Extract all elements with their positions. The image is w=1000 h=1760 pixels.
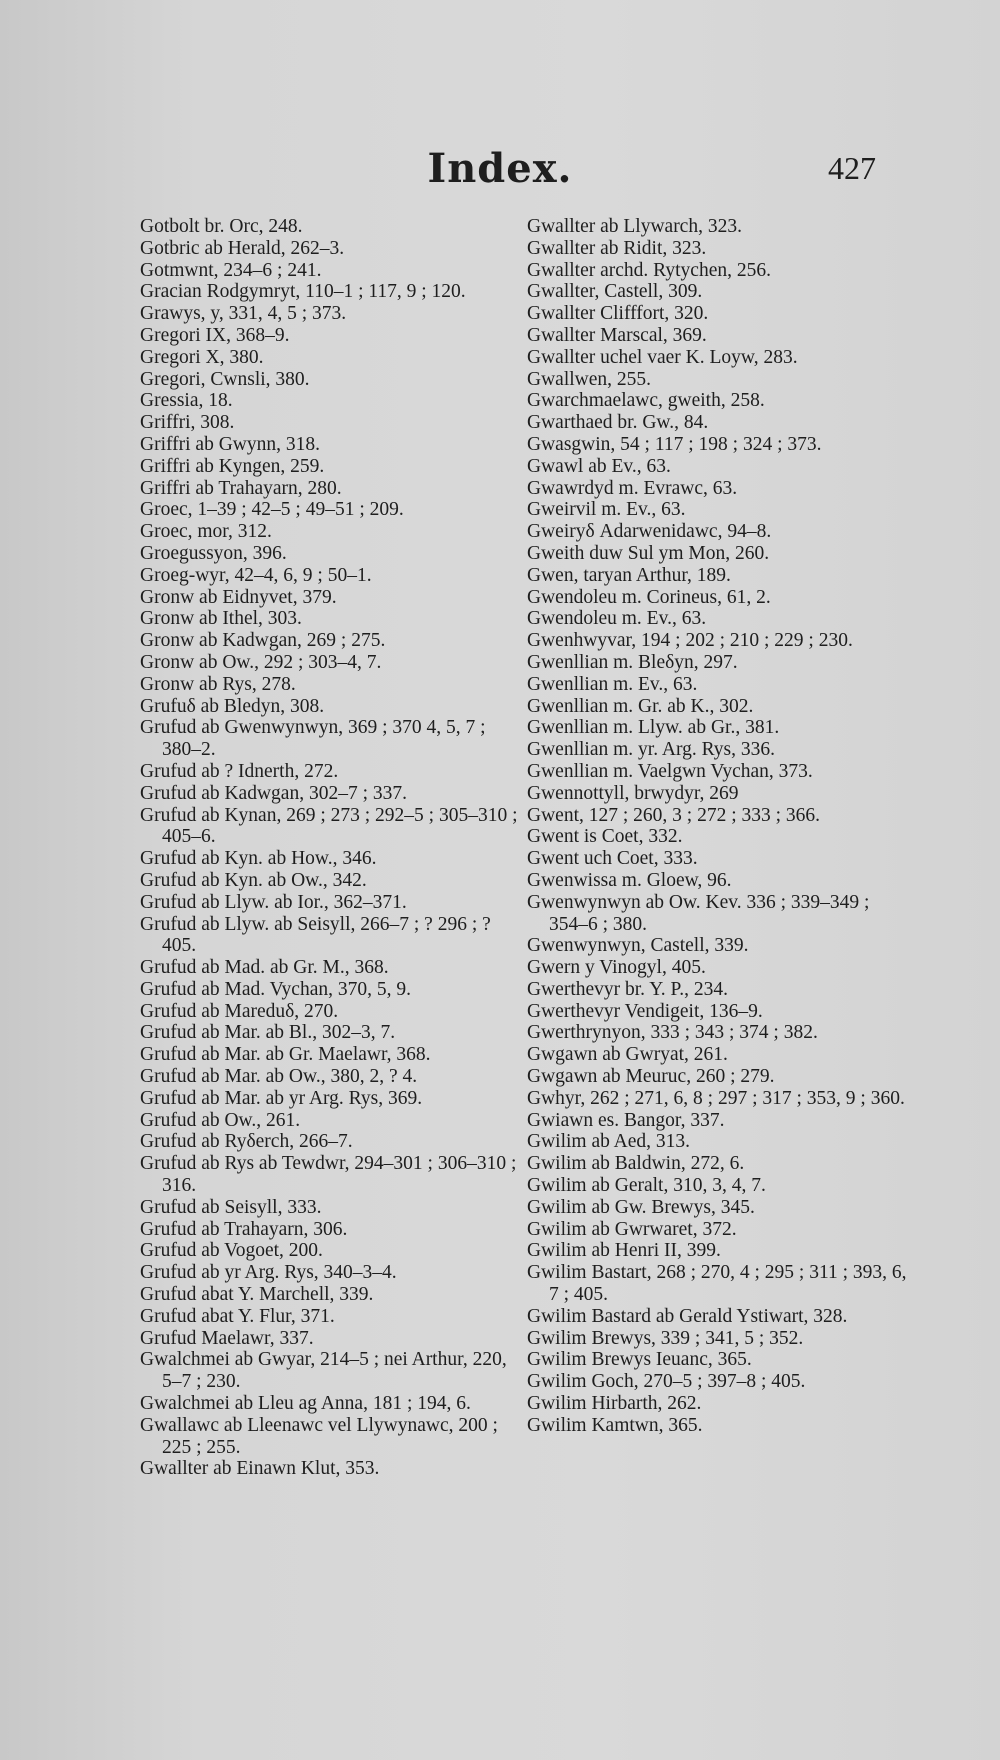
index-entry: Gwilim ab Henri II, 399. — [527, 1240, 721, 1262]
index-entry: Griffri ab Kyngen, 259. — [140, 455, 325, 477]
index-entry: Gwerthevyr Vendigeit, 136–9. — [527, 1000, 763, 1022]
index-entry: Groec, 1–39 ; 42–5 ; 49–51 ; 209. — [140, 499, 404, 521]
index-entry: Grufud abat Y. Flur, 371. — [140, 1305, 335, 1327]
index-entry: Grufud ab Mar. ab Gr. Maelawr, 368. — [140, 1044, 431, 1066]
index-entry: Gwern y Vinogyl, 405. — [527, 957, 706, 979]
index-entry: Grufud ab Mar. ab Bl., 302–3, 7. — [140, 1022, 396, 1044]
index-entry: Griffri ab Trahayarn, 280. — [140, 477, 342, 499]
index-entry: Gwilim Brewys Ieuanc, 365. — [527, 1349, 752, 1371]
index-entry: Gwilim Bastart, 268 ; 270, 4 ; 295 ; 311 ; 393, 6, 7 ; 405. — [527, 1262, 907, 1306]
index-entry: Gwalchmei ab Lleu ag Anna, 181 ; 194, 6. — [140, 1393, 471, 1415]
index-entry: Grufud ab Mad. ab Gr. M., 368. — [140, 957, 389, 979]
index-entry: Gweith duw Sul ym Mon, 260. — [527, 542, 770, 564]
index-entry: Gwilim ab Gwrwaret, 372. — [527, 1218, 737, 1240]
index-entry: Gwhyr, 262 ; 271, 6, 8 ; 297 ; 317 ; 353, 9 ; 360. — [527, 1087, 905, 1109]
index-entry: Gwenwissa m. Gloew, 96. — [527, 869, 732, 891]
index-entry: Gwasgwin, 54 ; 117 ; 198 ; 324 ; 373. — [527, 433, 822, 455]
index-entry: Gwgawn ab Meuruc, 260 ; 279. — [527, 1066, 775, 1088]
index-entry: Gregori IX, 368–9. — [140, 324, 290, 346]
index-entry: Gwallter ab Einawn Klut, 353. — [140, 1458, 380, 1480]
index-entry: Grufud ab Llyw. ab Ior., 362–371. — [140, 891, 407, 913]
index-entry: Gwilim Goch, 270–5 ; 397–8 ; 405. — [527, 1371, 806, 1393]
index-entry: Grufud ab Kynan, 269 ; 273 ; 292–5 ; 305–310 ; 405–6. — [140, 804, 518, 848]
index-entry: Grufud ab Gwenwynwyn, 369 ; 370 4, 5, 7 ; 380–2. — [140, 717, 486, 761]
index-entry: Gwent, 127 ; 260, 3 ; 272 ; 333 ; 366. — [527, 804, 821, 826]
index-entry: Gwilim Bastard ab Gerald Ystiwart, 328. — [527, 1305, 848, 1327]
index-entry: Groeg-wyr, 42–4, 6, 9 ; 50–1. — [140, 564, 372, 586]
index-entry: Gwilim ab Aed, 313. — [527, 1131, 691, 1153]
index-entry: Gwilim Brewys, 339 ; 341, 5 ; 352. — [527, 1327, 804, 1349]
index-entry: Gwawrdyd m. Evrawc, 63. — [527, 477, 738, 499]
index-entry: Grufud ab Ow., 261. — [140, 1109, 301, 1131]
index-entry: Grufuδ ab Bledyn, 308. — [140, 695, 325, 717]
index-entry: Grufud ab Mar. ab yr Arg. Rys, 369. — [140, 1087, 423, 1109]
index-entry: Groec, mor, 312. — [140, 521, 272, 543]
index-entry: Grufud ab Ryδerch, 266–7. — [140, 1131, 353, 1153]
index-entry: Grufud ab Mar. ab Ow., 380, 2, ? 4. — [140, 1066, 418, 1088]
index-entry: Grufud ab Kyn. ab How., 346. — [140, 848, 377, 870]
index-entry: Gwen, taryan Arthur, 189. — [527, 564, 731, 586]
index-entry: Gwallter Clifffort, 320. — [527, 303, 709, 325]
index-entry: Gwilim ab Geralt, 310, 3, 4, 7. — [527, 1175, 766, 1197]
index-entry: Grufud ab Llyw. ab Seisyll, 266–7 ; ? 296 ; ? 405. — [140, 913, 491, 957]
index-entry: Gwilim Hirbarth, 262. — [527, 1393, 702, 1415]
index-entry: Grufud ab Kadwgan, 302–7 ; 337. — [140, 782, 407, 804]
index-entry: Grufud abat Y. Marchell, 339. — [140, 1284, 374, 1306]
index-entry: Griffri, 308. — [140, 412, 235, 434]
index-entry: Gwenhwyvar, 194 ; 202 ; 210 ; 229 ; 230. — [527, 630, 853, 652]
index-entry: Grufud Maelawr, 337. — [140, 1327, 314, 1349]
index-entry: Grufud ab ? Idnerth, 272. — [140, 760, 339, 782]
index-entry: Gwiawn es. Bangor, 337. — [527, 1109, 725, 1131]
index-entry: Gronw ab Kadwgan, 269 ; 275. — [140, 630, 386, 652]
index-entry: Grawys, y, 331, 4, 5 ; 373. — [140, 303, 347, 325]
index-entry: Gwendoleu m. Corineus, 61, 2. — [527, 586, 771, 608]
index-entry: Gwallwen, 255. — [527, 368, 652, 390]
index-entry: Grufud ab Kyn. ab Ow., 342. — [140, 869, 367, 891]
index-entry: Gweiryδ Adarwenidawc, 94–8. — [527, 521, 772, 543]
index-entry: Grufud ab Rys ab Tewdwr, 294–301 ; 306–310 ; 316. — [140, 1153, 517, 1197]
index-entry: Gwilim Kamtwn, 365. — [527, 1414, 703, 1436]
index-entry: Grufud ab Mareduδ, 270. — [140, 1000, 339, 1022]
index-entry: Gwenllian m. Bleδyn, 297. — [527, 651, 738, 673]
index-entry: Gwenllian m. Gr. ab K., 302. — [527, 695, 754, 717]
index-entry: Grufud ab yr Arg. Rys, 340–3–4. — [140, 1262, 397, 1284]
index-entry: Gwenllian m. Ev., 63. — [527, 673, 698, 695]
index-entry: Gwenllian m. Llyw. ab Gr., 381. — [527, 717, 780, 739]
index-column-right — [527, 216, 907, 1437]
index-entry: Grufud ab Trahayarn, 306. — [140, 1218, 348, 1240]
index-entry: Gwallter ab Llywarch, 323. — [527, 216, 742, 237]
index-entry: Gronw ab Ow., 292 ; 303–4, 7. — [140, 651, 382, 673]
index-entry: Gwilim ab Gw. Brewys, 345. — [527, 1196, 755, 1218]
index-entry: Gwent uch Coet, 333. — [527, 848, 698, 870]
index-entry: Gwennottyll, brwydyr, 269 — [527, 782, 739, 804]
index-entry: Gwenwynwyn, Castell, 339. — [527, 935, 749, 957]
index-entry: Gracian Rodgymryt, 110–1 ; 117, 9 ; 120. — [140, 281, 466, 303]
index-entry: Gregori, Cwnsli, 380. — [140, 368, 310, 390]
index-entry: Gwerthrynyon, 333 ; 343 ; 374 ; 382. — [527, 1022, 818, 1044]
index-entry: Gronw ab Rys, 278. — [140, 673, 296, 695]
index-entry: Gwallawc ab Lleenawc vel Llywynawc, 200 ; 225 ; 255. — [140, 1414, 498, 1458]
index-entry: Gwawl ab Ev., 63. — [527, 455, 671, 477]
index-entry: Gwallter archd. Rytychen, 256. — [527, 259, 771, 281]
index-entry: Groegussyon, 396. — [140, 542, 287, 564]
index-entry: Gwarthaed br. Gw., 84. — [527, 412, 709, 434]
index-entry: Gwarchmaelawc, gweith, 258. — [527, 390, 765, 412]
index-entry: Gwenllian m. Vaelgwn Vychan, 373. — [527, 760, 813, 782]
index-entry: Grufud ab Seisyll, 333. — [140, 1196, 322, 1218]
index-entry: Gwgawn ab Gwryat, 261. — [527, 1044, 728, 1066]
index-entry: Griffri ab Gwynn, 318. — [140, 433, 320, 455]
index-entry: Gotbolt br. Orc, 248. — [140, 216, 303, 237]
index-entry: Gronw ab Eidnyvet, 379. — [140, 586, 337, 608]
index-entry: Gwalchmei ab Gwyar, 214–5 ; nei Arthur, 220, 5–7 ; 230. — [140, 1349, 507, 1393]
index-entry: Gwallter, Castell, 309. — [527, 281, 703, 303]
index-entry: Gwallter ab Ridit, 323. — [527, 237, 707, 259]
index-entry: Gwent is Coet, 332. — [527, 826, 683, 848]
index-entry: Grufud ab Vogoet, 200. — [140, 1240, 323, 1262]
index-entry: Gwerthevyr br. Y. P., 234. — [527, 978, 728, 1000]
running-title: Index. — [427, 145, 573, 192]
index-entry: Grufud ab Mad. Vychan, 370, 5, 9. — [140, 978, 411, 1000]
page-number: 427 — [828, 150, 876, 186]
index-entry: Gwenwynwyn ab Ow. Kev. 336 ; 339–349 ; 354–6 ; 380. — [527, 891, 870, 935]
index-entry: Gwallter uchel vaer K. Loyw, 283. — [527, 346, 798, 368]
index-entry: Gotbric ab Herald, 262–3. — [140, 237, 345, 259]
index-entry: Gwendoleu m. Ev., 63. — [527, 608, 707, 630]
index-entry: Gwenllian m. yr. Arg. Rys, 336. — [527, 739, 776, 761]
index-column-left — [140, 216, 520, 1480]
index-entry: Gwallter Marscal, 369. — [527, 324, 707, 346]
index-entry: Gweirvil m. Ev., 63. — [527, 499, 686, 521]
index-entry: Gronw ab Ithel, 303. — [140, 608, 302, 630]
index-entry: Gotmwnt, 234–6 ; 241. — [140, 259, 322, 281]
index-entry: Gressia, 18. — [140, 390, 233, 412]
index-entry: Gregori X, 380. — [140, 346, 264, 368]
index-entry: Gwilim ab Baldwin, 272, 6. — [527, 1153, 745, 1175]
